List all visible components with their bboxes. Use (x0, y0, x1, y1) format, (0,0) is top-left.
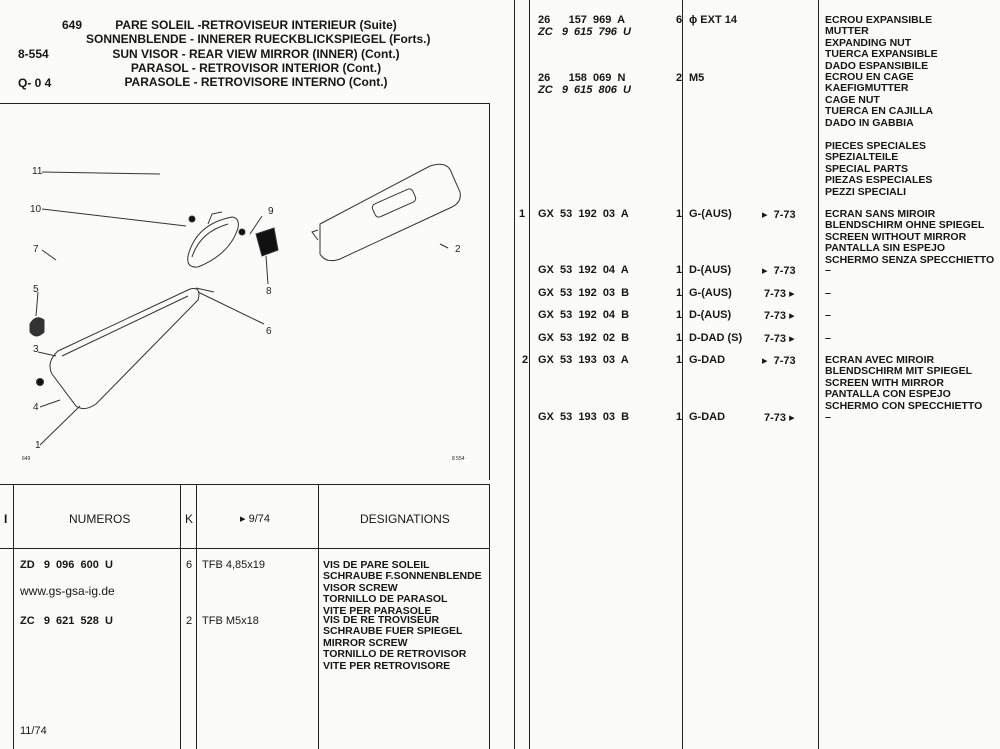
right-row-9-desc: ECRAN AVEC MIROIR BLENDSCHIRM MIT SPIEGEL SCREEN WITH MIRROR PANTALLA CON ESPEJO SCHERMO CON SPECCHIETTO (825, 354, 983, 412)
left-row-2-number: ZC 9 621 528 U (20, 615, 113, 627)
right-row-1-spec: ϕ EXT 14 (689, 14, 737, 26)
table-col-line-k (180, 484, 181, 749)
right-row-9-qty: 1 (676, 354, 683, 366)
callout-1: 1 (35, 440, 41, 451)
left-row-1-qty: 6 (186, 559, 193, 571)
title-es: PARASOL - RETROVISOR INTERIOR (Cont.) (130, 60, 382, 75)
right-row-4-date: ▸ 7-73 (762, 209, 796, 221)
right-row-6-desc: – (825, 287, 831, 299)
diagram-footer-right: 8 554 (452, 456, 465, 462)
table-top-rule (0, 484, 489, 485)
callout-6: 6 (266, 326, 272, 337)
left-row-2-spec: TFB M5x18 (202, 615, 259, 627)
website-link[interactable]: www.gs-gsa-ig.de (20, 584, 115, 598)
table-col-line-desc (318, 484, 319, 749)
right-row-2-desc: ECROU EN CAGE KAEFIGMUTTER CAGE NUT TUERCA EN CAJILLA DADO IN GABBIA (825, 71, 934, 129)
title-de: SONNENBLENDE - INNERER RUECKBLICKSPIEGEL (Forts.) (86, 32, 431, 47)
right-row-7-date: 7-73 ▸ (764, 310, 795, 322)
right-row-1-desc: ECROU EXPANSIBLE MUTTER EXPANDING NUT TUERCA EXPANSIBLE DADO ESPANSIBILE (825, 14, 938, 72)
right-row-2-spec: M5 (689, 72, 705, 84)
title-it: PARASOLE - RETROVISORE INTERNO (Cont.) (124, 75, 388, 90)
right-row-8-number: GX 53 192 02 B (538, 332, 630, 344)
right-row-9-spec: G-DAD (689, 354, 726, 366)
title-block (86, 18, 431, 90)
footer-date: 11/74 (20, 725, 47, 737)
right-row-7-desc: – (825, 309, 831, 321)
right-row-7-number: GX 53 192 04 B (538, 309, 630, 321)
right-row-7-qty: 1 (676, 309, 683, 321)
left-row-1-number: ZD 9 096 600 U (20, 559, 113, 571)
right-col-line-1 (514, 0, 515, 749)
rear-view-mirror (188, 217, 239, 267)
right-row-6-spec: G-(AUS) (689, 287, 732, 299)
right-row-2-number-alt: ZC 9 615 806 U (538, 84, 631, 96)
special-parts-header: PIECES SPECIALES SPEZIALTEILE SPECIAL PARTS PIEZAS ESPECIALES PEZZI SPECIALI (825, 140, 933, 198)
right-row-6-date: 7-73 ▸ (764, 288, 795, 300)
col-date-header: ▸ 9/74 (240, 513, 270, 525)
table-col-line-i (13, 484, 14, 749)
ref-q04: Q- 0 4 (18, 76, 52, 90)
parts-diagram (0, 104, 489, 480)
right-row-10-desc: – (825, 411, 831, 423)
right-row-4-index: 1 (519, 208, 526, 220)
callout-10: 10 (30, 204, 42, 215)
right-row-1-number-alt: ZC 9 615 796 U (538, 26, 631, 38)
callout-5: 5 (33, 284, 39, 295)
callout-4: 4 (33, 402, 39, 413)
right-row-7-spec: D-(AUS) (689, 309, 732, 321)
right-row-2-qty: 2 (676, 72, 683, 84)
right-row-9-date: ▸ 7-73 (762, 355, 796, 367)
right-row-5-spec: D-(AUS) (689, 264, 732, 276)
right-row-9-number: GX 53 193 03 A (538, 354, 629, 366)
page-ref: 649 (62, 18, 83, 32)
right-row-4-number: GX 53 192 03 A (538, 208, 629, 220)
mirror-clip (256, 228, 278, 256)
right-col-line-2 (529, 0, 530, 749)
col-designations-header: DESIGNATIONS (360, 512, 450, 526)
right-row-5-desc: – (825, 264, 831, 276)
callout-9: 9 (268, 206, 274, 217)
left-row-2-qty: 2 (186, 615, 193, 627)
right-row-5-date: ▸ 7-73 (762, 265, 796, 277)
title-en: SUN VISOR - REAR VIEW MIRROR (INNER) (Cont.) (112, 46, 400, 61)
visor-body (50, 288, 199, 408)
callout-8: 8 (266, 286, 272, 297)
right-row-5-number: GX 53 192 04 A (538, 264, 629, 276)
right-row-6-qty: 1 (676, 287, 683, 299)
right-row-4-desc: ECRAN SANS MIROIR BLENDSCHIRM OHNE SPIEGEL SCREEN WITHOUT MIRROR PANTALLA SIN ESPEJO SCHERMO SENZA SPECCHIETTO (825, 208, 995, 266)
callout-3: 3 (33, 344, 39, 355)
col-numeros-header: NUMEROS (69, 512, 131, 526)
left-row-1-desc: VIS DE PARE SOLEIL SCHRAUBE F.SONNENBLENDE VISOR SCREW TORNILLO DE PARASOL VITE PER PARASOLE (323, 559, 482, 617)
right-row-8-qty: 1 (676, 332, 683, 344)
right-row-8-spec: D-DAD (S) (689, 332, 743, 344)
right-row-5-qty: 1 (676, 264, 683, 276)
callout-7: 7 (33, 244, 39, 255)
diagram-box (0, 103, 490, 480)
right-row-1-qty: 6 (676, 14, 683, 26)
right-row-10-spec: G-DAD (689, 411, 726, 423)
table-header-rule (0, 548, 489, 549)
left-row-2-desc: VIS DE RE TROVISEUR SCHRAUBE FUER SPIEGEL MIRROR SCREW TORNILLO DE RETROVISOR VITE PER RETROVISORE (323, 614, 467, 672)
right-row-6-number: GX 53 192 03 B (538, 287, 630, 299)
right-row-8-date: 7-73 ▸ (764, 333, 795, 345)
right-row-4-spec: G-(AUS) (689, 208, 732, 220)
diagram-footer-left: 649 (22, 456, 31, 462)
callout-11: 11 (32, 166, 43, 177)
visor-mirror-window (371, 188, 417, 219)
right-row-10-date: 7-73 ▸ (764, 412, 795, 424)
right-row-10-qty: 1 (676, 411, 683, 423)
right-row-9-index: 2 (522, 354, 529, 366)
right-row-8-desc: – (825, 332, 831, 344)
right-row-2-number: 26 158 069 N (538, 72, 626, 84)
ref-8-554: 8-554 (18, 47, 49, 61)
left-row-1-spec: TFB 4,85x19 (202, 559, 265, 571)
right-row-4-qty: 1 (676, 208, 683, 220)
table-col-line-end (489, 484, 490, 749)
title-fr: PARE SOLEIL -RETROVISEUR INTERIEUR (Suite) (115, 18, 397, 32)
callout-2: 2 (455, 244, 461, 255)
col-k-header: K (185, 512, 194, 526)
right-row-10-number: GX 53 193 03 B (538, 411, 630, 423)
col-i-header: I (4, 512, 8, 526)
right-col-line-3 (682, 0, 683, 749)
table-col-line-spec (196, 484, 197, 749)
right-row-1-number: 26 157 969 A (538, 14, 626, 26)
right-col-line-4 (818, 0, 819, 749)
